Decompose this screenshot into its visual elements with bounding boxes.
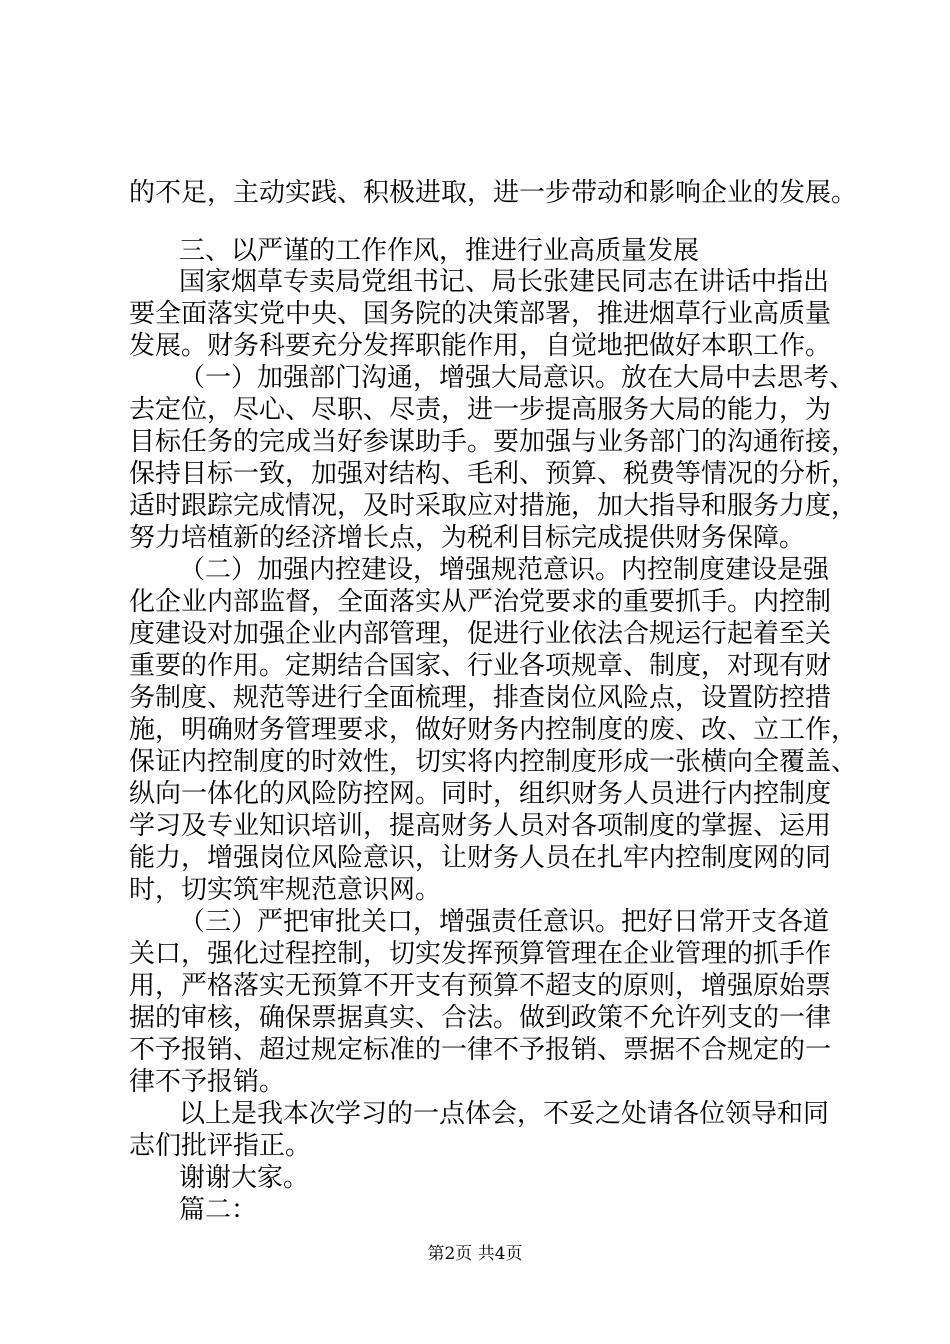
closing-text-line: 以上是我本次学习的一点体会，不妥之处请各位领导和同 [179,1099,830,1129]
subsection-heading-2: （二）加强内控建设，增强规范意识。内控制度建设是强 [179,555,830,585]
body-text-line: 关口，强化过程控制，切实发挥预算管理在企业管理的抓手作 [129,939,832,969]
body-text-line: 用，严格落实无预算不开支有预算不超支的原则，增强原始票 [129,971,832,1001]
closing-text-line: 志们批评指正。 [129,1131,312,1161]
body-text-line: 发展。财务科要充分发挥职能作用，自觉地把做好本职工作。 [129,331,832,361]
next-section-label: 篇二： [179,1195,258,1225]
body-text-line: 能力，增强岗位风险意识，让财务人员在扎牢内控制度网的同 [129,843,832,873]
subsection-heading-3: （三）严把审批关口，增强责任意识。把好日常开支各道 [179,907,830,937]
subsection-heading-1: （一）加强部门沟通，增强大局意识。放在大局中去思考、 [179,363,856,393]
body-text-line: 务制度、规范等进行全面梳理，排查岗位风险点，设置防控措 [129,683,832,713]
body-text-line: 要全面落实党中央、国务院的决策部署，推进烟草行业高质量 [129,299,832,329]
body-text-line: 时，切实筑牢规范意识网。 [129,875,442,905]
body-text-line: 不予报销、超过规定标准的一律不予报销、票据不合规定的一 [129,1035,832,1065]
body-text-line: 努力培植新的经济增长点，为税利目标完成提供财务保障。 [129,523,806,553]
body-text-line: 保证内控制度的时效性，切实将内控制度形成一张横向全覆盖、 [129,747,858,777]
thanks-line: 谢谢大家。 [179,1163,310,1193]
body-text-line: 目标任务的完成当好参谋助手。要加强与业务部门的沟通衔接， [129,427,858,457]
body-text-line: 化企业内部监督，全面落实从严治党要求的重要抓手。内控制 [129,587,832,617]
section-heading: 三、以严谨的工作作风，推进行业高质量发展 [179,236,700,266]
body-text-line: 适时跟踪完成情况，及时采取应对措施，加大指导和服务力度， [129,491,858,521]
body-text-line: 律不予报销。 [129,1067,286,1097]
body-text-line: 重要的作用。定期结合国家、行业各项规章、制度，对现有财 [129,651,832,681]
body-text-line: 去定位，尽心、尽职、尽责，进一步提高服务大局的能力，为 [129,395,832,425]
body-text-line: 据的审核，确保票据真实、合法。做到政策不允许列支的一律 [129,1003,832,1033]
body-text-line: 施，明确财务管理要求，做好财务内控制度的废、改、立工作， [129,715,858,745]
body-text-line: 度建设对加强企业内部管理，促进行业依法合规运行起着至关 [129,619,832,649]
page-number-footer: 第2页 共4页 [427,1244,523,1264]
body-text-line: 学习及专业知识培训，提高财务人员对各项制度的掌握、运用 [129,811,832,841]
body-text-line: 的不足，主动实践、积极进取，进一步带动和影响企业的发展。 [129,178,858,208]
body-text-line: 国家烟草专卖局党组书记、局长张建民同志在讲话中指出 [179,267,830,297]
body-text-line: 纵向一体化的风险防控网。同时，组织财务人员进行内控制度 [129,779,832,809]
body-text-line: 保持目标一致，加强对结构、毛利、预算、税费等情况的分析， [129,459,858,489]
